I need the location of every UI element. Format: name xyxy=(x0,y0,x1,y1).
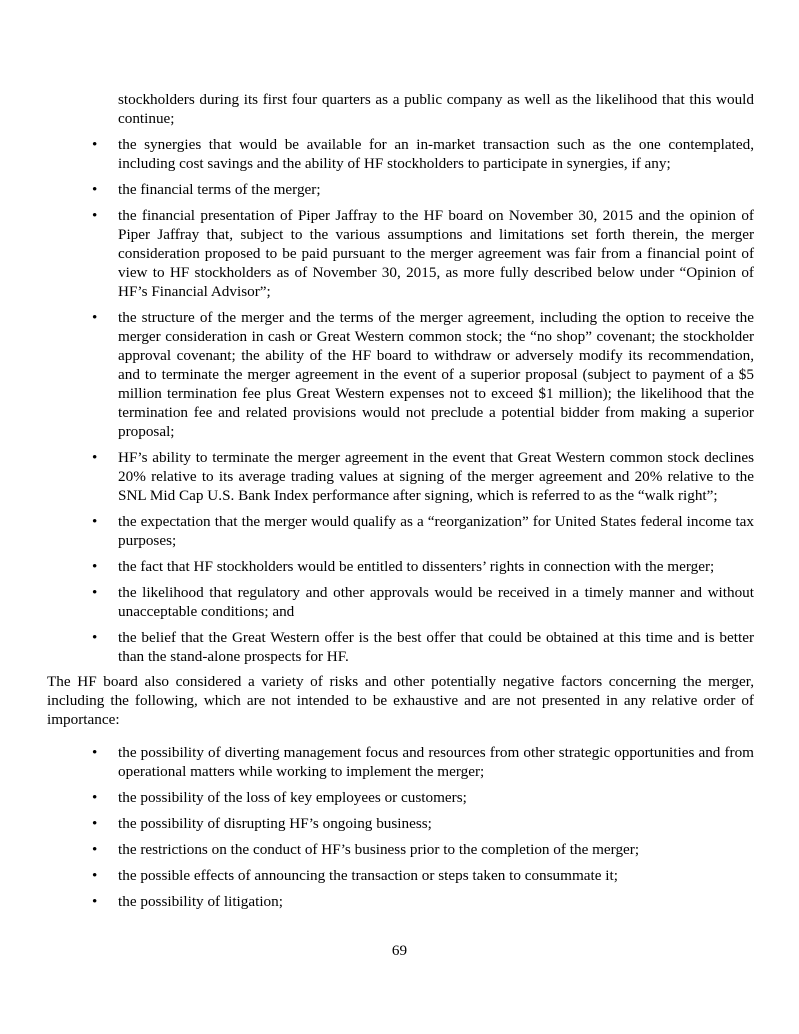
list-item xyxy=(47,135,754,173)
list-item-text: the financial terms of the merger; xyxy=(118,181,321,198)
list-item xyxy=(47,512,754,550)
bullet-icon: • xyxy=(92,207,98,224)
list-item xyxy=(47,628,754,666)
bullet-icon: • xyxy=(92,744,98,761)
list-item-text: the possibility of disrupting HF’s ongoing business; xyxy=(118,815,432,832)
bullet-icon: • xyxy=(92,309,98,326)
list-item xyxy=(47,583,754,621)
list-item-text: the synergies that would be available for an in-market transaction such as the one contemplated, including cost savings and the ability of HF stockholders to participate in synergies, if any; xyxy=(118,136,754,172)
list-item xyxy=(47,557,754,576)
list-item xyxy=(47,448,754,505)
risks-intro-paragraph: The HF board also considered a variety of risks and other potentially negative factors concerning the merger, including the following, which are not intended to be exhaustive and are not presented in any relative order of importance: xyxy=(47,673,754,728)
list-item-text: the expectation that the merger would qualify as a “reorganization” for United States federal income tax purposes; xyxy=(118,513,754,549)
risk-factors-list xyxy=(47,743,754,911)
positive-factors-list xyxy=(47,135,754,666)
bullet-icon: • xyxy=(92,867,98,884)
bullet-icon: • xyxy=(92,449,98,466)
list-item xyxy=(47,180,754,199)
list-item xyxy=(47,814,754,833)
list-item xyxy=(47,308,754,441)
page-number: 69 xyxy=(391,942,408,959)
bullet-icon: • xyxy=(92,558,98,575)
list-item xyxy=(47,788,754,807)
list-item-text: HF’s ability to terminate the merger agreement in the event that Great Western common stock declines 20% relative to its average trading values at signing of the merger agreement and 20% relative to the SNL Mid Cap U.S. Bank Index performance after signing, which is referred to as the “walk right”; xyxy=(118,449,754,504)
list-item xyxy=(47,206,754,301)
bullet-icon: • xyxy=(92,136,98,153)
list-item xyxy=(47,743,754,781)
list-item-text: the likelihood that regulatory and other approvals would be received in a timely manner and without unacceptable conditions; and xyxy=(118,584,754,620)
list-item-text: the fact that HF stockholders would be entitled to dissenters’ rights in connection with the merger; xyxy=(118,558,715,575)
list-item-text: the structure of the merger and the terms of the merger agreement, including the option to receive the merger consideration in cash or Great Western common stock; the “no shop” covenant; the stockholder approval covenant; the ability of the HF board to withdraw or adversely modify its recommendation, and to terminate the merger agreement in the event of a superior proposal (subject to payment of a $5 million termination fee plus Great Western expenses not to exceed $1 million); the likelihood that the termination fee and related provisions would not preclude a potential bidder from making a superior proposal; xyxy=(118,309,754,440)
list-item-text: the possible effects of announcing the transaction or steps taken to consummate it; xyxy=(118,867,618,884)
list-item xyxy=(47,840,754,859)
bullet-icon: • xyxy=(92,815,98,832)
list-item xyxy=(47,892,754,911)
bullet-icon: • xyxy=(92,181,98,198)
bullet-icon: • xyxy=(92,584,98,601)
page-body xyxy=(47,90,754,918)
bullet-icon: • xyxy=(92,629,98,646)
bullet-icon: • xyxy=(92,789,98,806)
list-item-text: the possibility of litigation; xyxy=(118,893,283,910)
bullet-icon: • xyxy=(92,893,98,910)
list-item-text: the belief that the Great Western offer is the best offer that could be obtained at this time and is better than the stand-alone prospects for HF. xyxy=(118,629,754,665)
list-item-text: the restrictions on the conduct of HF’s business prior to the completion of the merger; xyxy=(118,841,640,858)
bullet-icon: • xyxy=(92,513,98,530)
list-item xyxy=(47,866,754,885)
list-item-text: the financial presentation of Piper Jaffray to the HF board on November 30, 2015 and the opinion of Piper Jaffray that, subject to the various assumptions and limitations set forth therein, the merger consideration proposed to be paid pursuant to the merger agreement was fair from a financial point of view to HF stockholders as of November 30, 2015, as more fully described below under “Opinion of HF’s Financial Advisor”; xyxy=(118,207,754,300)
list-item-text: the possibility of the loss of key employees or customers; xyxy=(118,789,467,806)
bullet-icon: • xyxy=(92,841,98,858)
list-item-text: the possibility of diverting management focus and resources from other strategic opportunities and from operational matters while working to implement the merger; xyxy=(118,744,754,780)
continuation-text: stockholders during its first four quarters as a public company as well as the likelihood that this would continue; xyxy=(118,91,754,127)
